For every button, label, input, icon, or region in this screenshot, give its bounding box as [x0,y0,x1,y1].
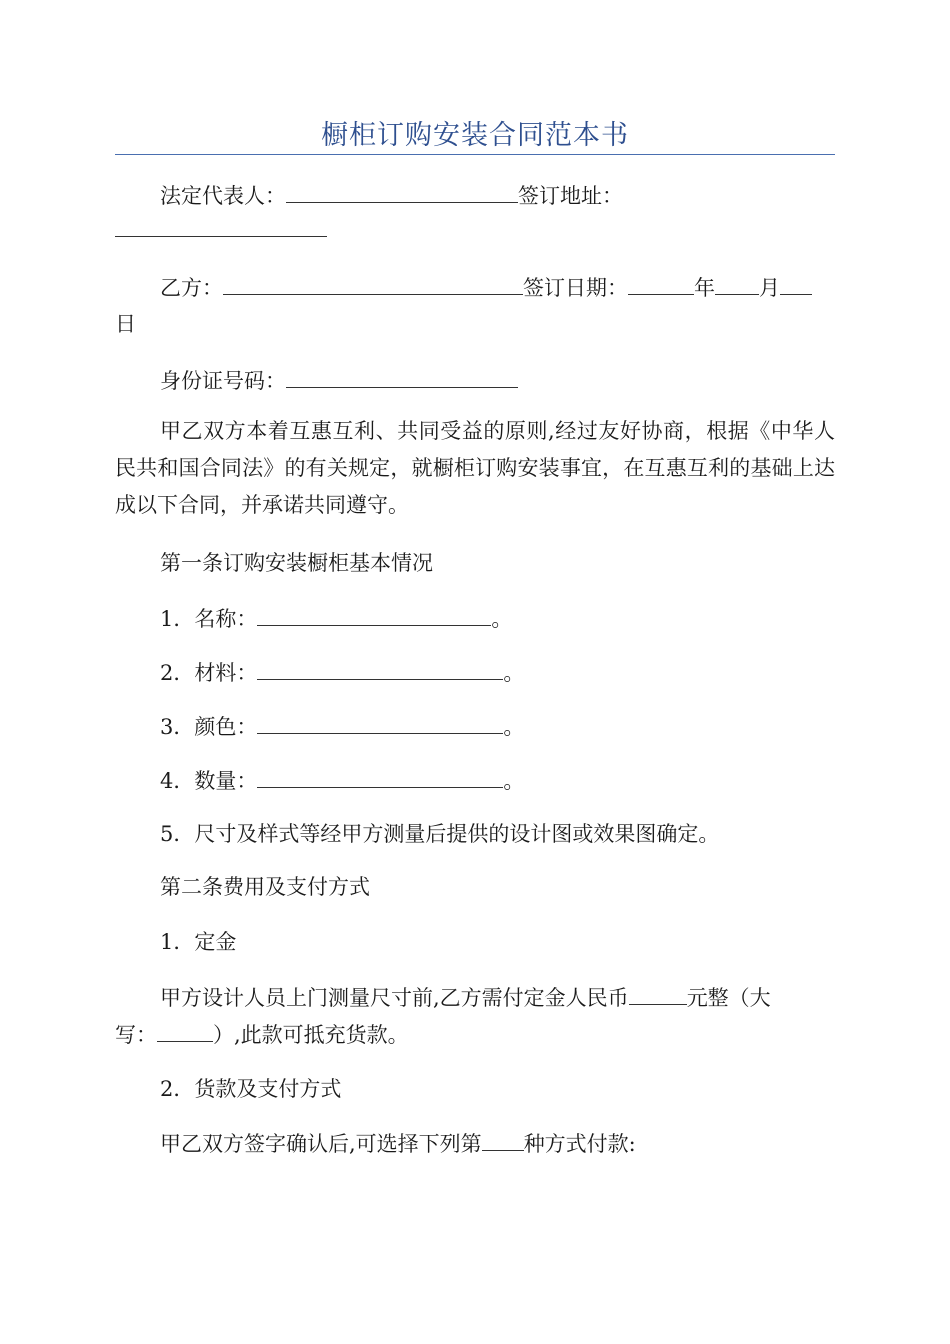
payment-option-blank[interactable] [482,1128,524,1151]
item-color-blank[interactable] [257,711,503,734]
item-material-blank[interactable] [257,657,503,680]
deposit-capital-label: 写： [115,1023,157,1047]
item-end: 。 [491,607,513,631]
month-label: 月 [759,276,780,300]
legal-rep-blank[interactable] [286,180,518,203]
item-quantity-label: 4．数量： [160,769,258,793]
title-underline [115,154,835,155]
deposit-subheading: 1．定金 [160,930,237,954]
deposit-text-2: 元整（大 [686,986,771,1010]
article1-heading: 第一条订购安装橱柜基本情况 [160,551,433,575]
sign-year-blank[interactable] [628,272,694,295]
sign-address-blank[interactable] [115,214,327,237]
payment-method-line [160,1128,636,1159]
deposit-text-3: ）,此款可抵充货款。 [213,1023,409,1047]
sign-address-line [115,214,327,245]
sign-address-label: 签订地址： [518,184,623,208]
item-color-label: 3．颜色： [160,715,258,739]
legal-rep-line [160,180,623,211]
party-b-line [160,272,812,303]
intro-paragraph: 甲乙双方本着互惠互利、共同受益的原则,经过友好协商，根据《中华人民共和国合同法》的有关规定，就橱柜订购安装事宜，在互惠互利的基础上达成以下合同，并承诺共同遵守。 [115,419,835,517]
deposit-text: 甲方设计人员上门测量尺寸前,乙方需付定金人民币 [160,986,629,1010]
day-line [115,309,136,339]
day-label: 日 [115,312,136,336]
item-size-style: 5．尺寸及样式等经甲方测量后提供的设计图或效果图确定。 [160,822,720,846]
deposit-line [160,982,771,1013]
list-item [160,657,524,688]
sign-date-label: 签订日期： [523,276,628,300]
item-name-label: 1．名称： [160,607,258,631]
payment-text-2: 种方式付款: [523,1132,636,1156]
id-number-line [160,365,518,396]
item-end: 。 [503,661,525,685]
list-item [160,603,512,634]
list-item [160,711,524,742]
party-b-label: 乙方： [160,276,223,300]
party-b-blank[interactable] [223,272,523,295]
year-label: 年 [694,276,715,300]
sign-day-blank[interactable] [780,272,812,295]
item-end: 。 [503,769,525,793]
sign-month-blank[interactable] [715,272,759,295]
id-number-label: 身份证号码： [160,369,286,393]
item-quantity-blank[interactable] [257,765,503,788]
item-material-label: 2．材料： [160,661,258,685]
document-title: 橱柜订购安装合同范本书 [321,120,629,151]
deposit-amount-blank[interactable] [629,982,687,1005]
deposit-line-2 [115,1019,409,1050]
deposit-capital-blank[interactable] [157,1019,213,1042]
article2-heading: 第二条费用及支付方式 [160,875,370,899]
item-name-blank[interactable] [257,603,491,626]
legal-rep-label: 法定代表人： [160,184,286,208]
payment-text: 甲乙双方签字确认后,可选择下列第 [160,1132,482,1156]
item-end: 。 [503,715,525,739]
list-item [160,765,524,796]
id-number-blank[interactable] [286,365,518,388]
payment-subheading: 2．货款及支付方式 [160,1077,342,1101]
